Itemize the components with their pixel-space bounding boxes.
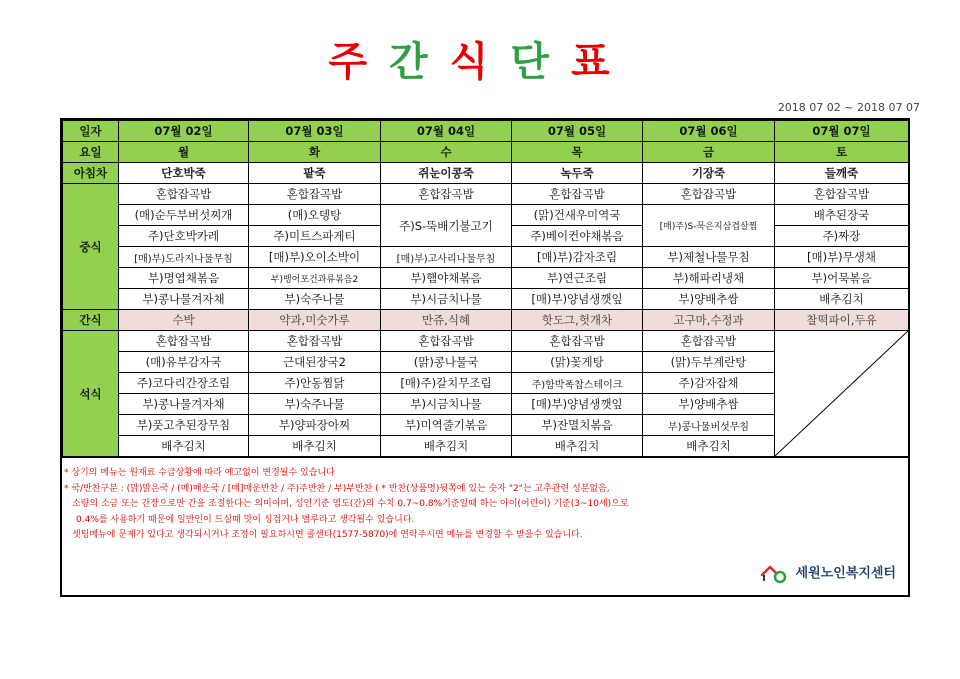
title-char: 단	[510, 39, 571, 85]
dinner-cell: 혼합잡곡밥	[119, 331, 249, 352]
lunch-cell: 배추된장국	[775, 205, 909, 226]
lunch-cell: 부)콩나물겨자채	[119, 289, 249, 310]
weekday-cell: 토	[775, 142, 909, 163]
lunch-cell: 부)뱅어포건과류볶음2	[249, 268, 381, 289]
title-char: 식	[449, 39, 511, 85]
snack-cell: 핫도그,헛개차	[512, 310, 643, 331]
lunch-cell: 부)어묵볶음	[775, 268, 909, 289]
weekday-cell: 수	[381, 142, 512, 163]
snack-cell: 만쥬,식혜	[381, 310, 512, 331]
dinner-cell: 부)시금치나물	[381, 394, 512, 415]
dinner-cell: 부)콩나물버섯무침	[643, 415, 775, 436]
lunch-cell: 혼합잡곡밥	[249, 184, 381, 205]
date-cell: 07월 03일	[249, 121, 381, 142]
dinner-cell: 부)양배추쌈	[643, 394, 775, 415]
dinner-cell: 부)미역줄기볶음	[381, 415, 512, 436]
date-row	[63, 121, 909, 142]
dinner-cell: (맑)꽃게탕	[512, 352, 643, 373]
note-line: 소량의 소금 또는 간장으로만 간을 조절한다는 의미이며, 성인기준 염도(간)의 수치 0.7~0.8%기준일때 하는 아이(어린이) 기준(3~10세)으로	[72, 499, 629, 509]
dinner-cell: 주)감자잡채	[643, 373, 775, 394]
breakfast-label: 아침차	[63, 163, 119, 184]
lunch-cell: [매)부)도라지나물무침	[119, 247, 249, 268]
date-label: 일자	[63, 121, 119, 142]
empty-diagonal-cell	[775, 331, 909, 457]
lunch-cell: 부)시금치나물	[381, 289, 512, 310]
dinner-cell: 배추김치	[381, 436, 512, 457]
dinner-cell: 혼합잡곡밥	[512, 331, 643, 352]
lunch-cell: 부)해파리냉채	[643, 268, 775, 289]
lunch-cell: [매)부)무생채	[775, 247, 909, 268]
lunch-row	[63, 184, 909, 205]
lunch-row	[63, 205, 909, 226]
lunch-cell: (매)순두부버섯찌개	[119, 205, 249, 226]
dinner-cell: 배추김치	[512, 436, 643, 457]
page-title	[0, 30, 960, 87]
dinner-cell: 부)잔멸치볶음	[512, 415, 643, 436]
lunch-cell: 부)숙주나물	[249, 289, 381, 310]
note-line: 셋팅메뉴에 문제가 있다고 생각되시거나 조정이 필요하시면 콜센타(1577-5870)에 연락주시면 메뉴를 변경할 수 받을수 있습니다.	[72, 530, 583, 540]
lunch-cell: (맑)건새우미역국	[512, 205, 643, 226]
title-char: 표	[570, 39, 632, 85]
note-line: * 국/반찬구분 : (맑)맑은국 / (매)매운국 / [매]매운반찬 / 주)주반찬 / 부)부반찬 ( * 반찬(상품명)뒷쪽에 있는 숫자 "2"는 고추관련 성분없음,	[64, 483, 610, 494]
lunch-cell: 혼합잡곡밥	[512, 184, 643, 205]
dinner-cell: (맑)콩나물국	[381, 352, 512, 373]
lunch-row	[63, 247, 909, 268]
weekday-cell: 화	[249, 142, 381, 163]
center-logo	[760, 563, 896, 585]
date-cell: 07월 02일	[119, 121, 249, 142]
lunch-cell: 주)미트스파게티	[249, 226, 381, 247]
dinner-cell: 부)숙주나물	[249, 394, 381, 415]
dinner-cell: 혼합잡곡밥	[249, 331, 381, 352]
breakfast-cell: 쥐눈이콩죽	[381, 163, 512, 184]
lunch-row	[63, 268, 909, 289]
date-cell: 07월 06일	[643, 121, 775, 142]
lunch-cell: 배추김치	[775, 289, 909, 310]
lunch-cell: 주)짜장	[775, 226, 909, 247]
dinner-cell: 주)함박폭찹스테이크	[512, 373, 643, 394]
lunch-cell: 주)단호박카레	[119, 226, 249, 247]
menu-table-frame	[60, 118, 910, 597]
snack-cell: 약과,미숫가루	[249, 310, 381, 331]
lunch-cell: [매)부)오이소박이	[249, 247, 381, 268]
dinner-cell: 부)풋고추된장무침	[119, 415, 249, 436]
dinner-cell: 배추김치	[643, 436, 775, 457]
snack-row	[63, 310, 909, 331]
dinner-label: 석식	[63, 331, 119, 457]
lunch-row	[63, 289, 909, 310]
lunch-cell: [매)주)S-묵은지삼겹살찜	[643, 205, 775, 247]
date-range: 2018 07 02 ~ 2018 07 07	[777, 101, 920, 114]
breakfast-cell: 기장죽	[643, 163, 775, 184]
dinner-cell: 주)코다리간장조림	[119, 373, 249, 394]
dinner-cell: [매)주)갈치무조림	[381, 373, 512, 394]
lunch-label: 중식	[63, 184, 119, 310]
breakfast-cell: 단호박죽	[119, 163, 249, 184]
lunch-cell: [매)부)양념생깻잎	[512, 289, 643, 310]
dinner-cell: 배추김치	[119, 436, 249, 457]
dinner-cell: 혼합잡곡밥	[381, 331, 512, 352]
date-cell: 07월 07일	[775, 121, 909, 142]
title-char: 간	[389, 39, 450, 85]
note-line: * 상기의 메뉴는 원재료 수급상황에 따라 예고없이 변경될수 있습니다	[64, 468, 335, 478]
lunch-cell: 부)양배추쌈	[643, 289, 775, 310]
breakfast-row	[63, 163, 909, 184]
snack-cell: 찰떡파이,두유	[775, 310, 909, 331]
diagonal-line	[775, 331, 908, 456]
lunch-cell: 부)햄야채볶음	[381, 268, 512, 289]
breakfast-cell: 녹두죽	[512, 163, 643, 184]
lunch-cell: 혼합잡곡밥	[643, 184, 775, 205]
note-line: 0.4%를 사용하기 때문에 일반인이 드실때 맛이 싱겁거나 별루라고 생각될수 있습니다.	[76, 514, 415, 525]
snack-cell: 고구마,수정과	[643, 310, 775, 331]
lunch-cell: 주)S-뚝배기불고기	[381, 205, 512, 247]
lunch-cell: 부)연근조림	[512, 268, 643, 289]
snack-cell: 수박	[119, 310, 249, 331]
dinner-cell: 부)콩나물겨자채	[119, 394, 249, 415]
dinner-cell: [매)부)양념생깻잎	[512, 394, 643, 415]
snack-label: 간식	[63, 310, 119, 331]
date-cell: 07월 04일	[381, 121, 512, 142]
notes-section	[62, 457, 908, 595]
menu-table	[62, 120, 909, 457]
lunch-cell: (매)오뎅탕	[249, 205, 381, 226]
weekday-label: 요일	[63, 142, 119, 163]
date-cell: 07월 05일	[512, 121, 643, 142]
lunch-cell: 혼합잡곡밥	[119, 184, 249, 205]
dinner-cell: 근대된장국2	[249, 352, 381, 373]
title-char: 주	[328, 39, 390, 85]
weekday-cell: 목	[512, 142, 643, 163]
house-logo-icon	[760, 563, 788, 585]
dinner-cell: 배추김치	[249, 436, 381, 457]
dinner-cell: (맑)두부계란탕	[643, 352, 775, 373]
breakfast-cell: 팥죽	[249, 163, 381, 184]
weekday-cell: 월	[119, 142, 249, 163]
dinner-cell: 혼합잡곡밥	[643, 331, 775, 352]
breakfast-cell: 들깨죽	[775, 163, 909, 184]
lunch-cell: 혼합잡곡밥	[775, 184, 909, 205]
dinner-cell: (매)유부감자국	[119, 352, 249, 373]
dinner-cell: 부)양파장아찌	[249, 415, 381, 436]
lunch-cell: [매)부)고사리나물무침	[381, 247, 512, 268]
weekday-row	[63, 142, 909, 163]
center-name: 세원노인복지센터	[795, 566, 896, 582]
lunch-cell: 부)제철나물무침	[643, 247, 775, 268]
weekday-cell: 금	[643, 142, 775, 163]
lunch-cell: 혼합잡곡밥	[381, 184, 512, 205]
lunch-cell: [매)부)감자조림	[512, 247, 643, 268]
lunch-cell: 주)베이컨야채볶음	[512, 226, 643, 247]
dinner-cell: 주)안동찜닭	[249, 373, 381, 394]
dinner-row	[63, 331, 909, 352]
lunch-cell: 부)명엽채볶음	[119, 268, 249, 289]
